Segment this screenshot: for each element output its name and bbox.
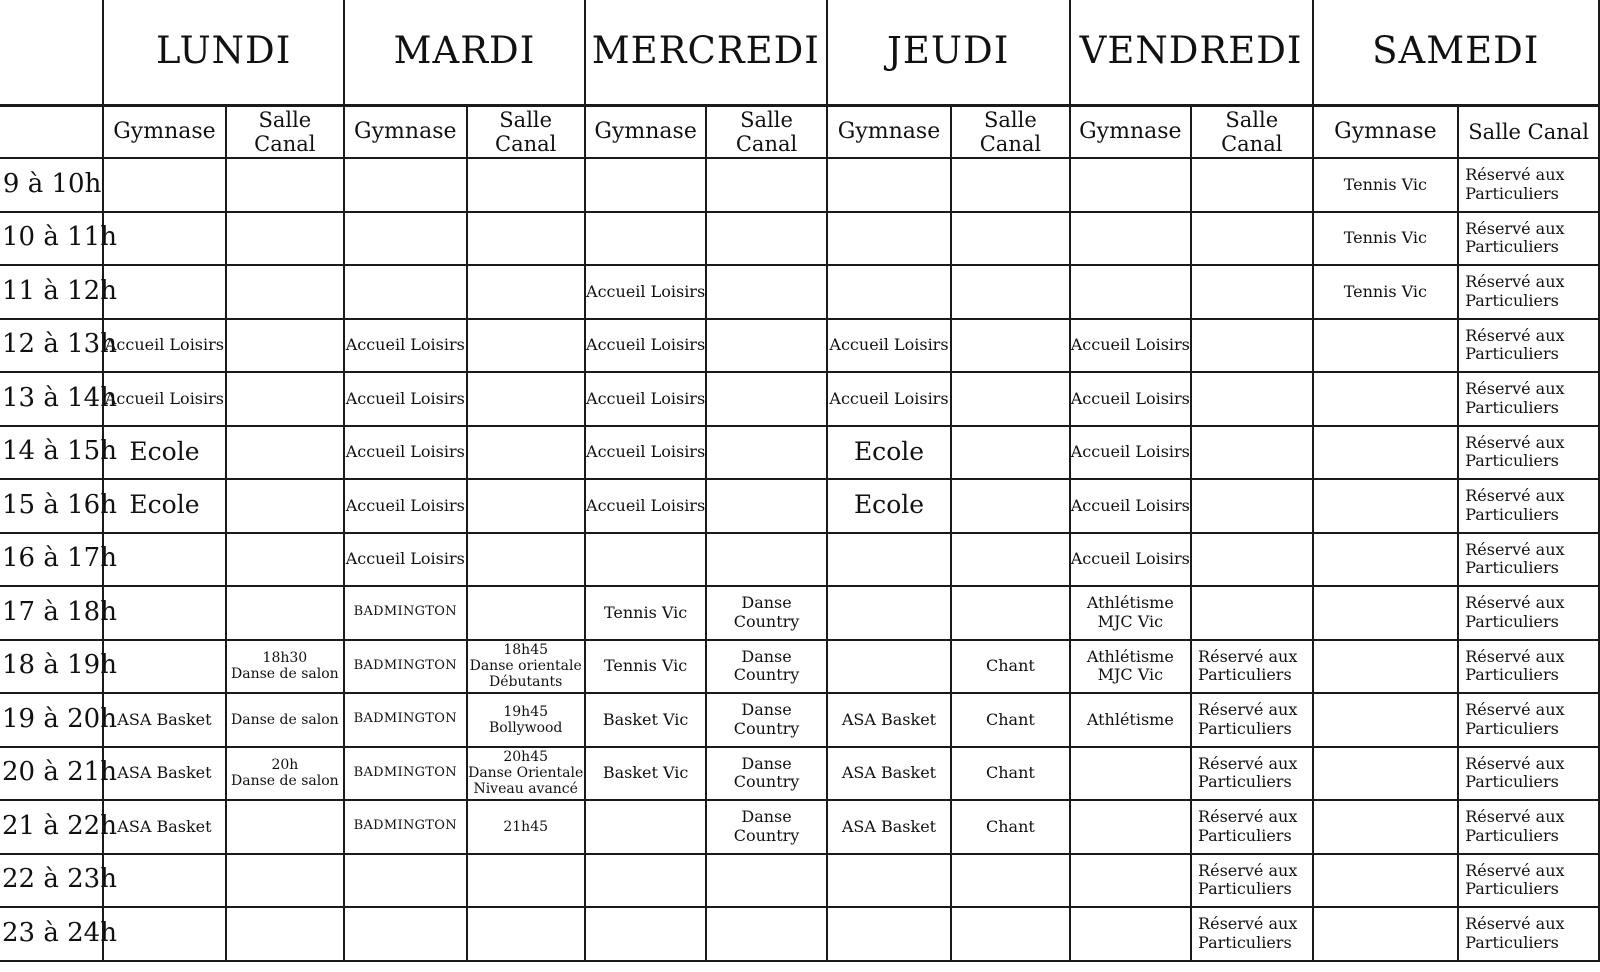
day-header-lundi: LUNDI (103, 0, 344, 105)
room-header-gymnase: Gymnase (827, 105, 951, 158)
schedule-cell-ven-gym (1070, 158, 1191, 212)
activity-line: Niveau avancé (473, 781, 578, 798)
schedule-cell-sam-gym (1313, 372, 1459, 426)
activity-line: Particuliers (1465, 879, 1559, 899)
schedule-cell-jeu-gym (827, 854, 951, 908)
schedule-cell-jeu-gym: ASA Basket (827, 800, 951, 854)
schedule-cell-sam-canal (1458, 426, 1599, 480)
activity-line: Réservé aux (1465, 807, 1565, 827)
schedule-cell-ven-canal (1191, 158, 1312, 212)
schedule-cell-mer-canal: Danse Country (706, 586, 826, 640)
schedule-cell-mer-gym (585, 212, 706, 266)
activity-line: Danse de salon (231, 666, 339, 683)
schedule-cell-ven-canal (1191, 319, 1312, 373)
time-slot-label: 11 à 12h (0, 265, 103, 319)
schedule-cell-sam-gym: Tennis Vic (1313, 212, 1459, 266)
schedule-cell-sam-gym (1313, 907, 1459, 961)
schedule-cell-mar-canal (467, 586, 585, 640)
activity-line: Réservé aux (1465, 539, 1565, 559)
schedule-cell-ven-canal (1191, 372, 1312, 426)
schedule-cell-sam-gym (1313, 640, 1459, 694)
activity-line: Danse de salon (231, 773, 339, 790)
schedule-cell-jeu-gym (827, 533, 951, 587)
schedule-cell-sam-gym (1313, 533, 1459, 587)
schedule-cell-mar-gym (344, 907, 466, 961)
activity-line: MJC Vic (1097, 665, 1164, 685)
schedule-cell-jeu-canal (951, 372, 1069, 426)
schedule-cell-jeu-canal: Chant (951, 693, 1069, 747)
room-header-salle-canal: Salle Canal (951, 105, 1069, 158)
schedule-cell-mar-gym (344, 265, 466, 319)
schedule-cell-mer-canal: Danse Country (706, 693, 826, 747)
schedule-cell-mer-gym: Tennis Vic (585, 586, 706, 640)
room-header-gymnase: Gymnase (344, 105, 466, 158)
schedule-cell-lun-gym (103, 854, 225, 908)
schedule-cell-sam-canal (1458, 265, 1599, 319)
day-header-row (0, 0, 1599, 105)
day-header-samedi: SAMEDI (1313, 0, 1600, 105)
schedule-cell-ven-gym (1070, 907, 1191, 961)
schedule-cell-mer-canal (706, 854, 826, 908)
time-slot-label: 22 à 23h (0, 854, 103, 908)
schedule-cell-ven-canal (1191, 800, 1312, 854)
schedule-cell-mer-gym (585, 533, 706, 587)
schedule-cell-sam-canal (1458, 907, 1599, 961)
schedule-cell-mar-gym (344, 854, 466, 908)
activity-line: Réservé aux (1465, 272, 1565, 292)
activity-line: Particuliers (1465, 344, 1559, 364)
schedule-cell-ven-gym (1070, 854, 1191, 908)
activity-line: Réservé aux (1465, 914, 1565, 934)
activity-line: 19h45 (503, 703, 549, 720)
schedule-cell-ven-gym (1070, 265, 1191, 319)
activity-line: Réservé aux (1198, 753, 1298, 773)
schedule-row (0, 533, 1599, 587)
time-slot-label: 10 à 11h (0, 212, 103, 266)
day-header-vendredi: VENDREDI (1070, 0, 1313, 105)
schedule-cell-lun-gym (103, 586, 225, 640)
schedule-cell-lun-gym: Accueil Loisirs (103, 372, 225, 426)
schedule-row (0, 907, 1599, 961)
schedule-row (0, 265, 1599, 319)
schedule-cell-lun-gym (103, 265, 225, 319)
activity-line: Réservé aux (1465, 218, 1565, 238)
schedule-cell-sam-gym: Tennis Vic (1313, 158, 1459, 212)
room-header-salle-canal: Salle Canal (706, 105, 826, 158)
activity-line: Particuliers (1198, 772, 1292, 792)
schedule-cell-ven-canal (1191, 212, 1312, 266)
room-header-salle-canal: Salle Canal (467, 105, 585, 158)
schedule-cell-mar-canal (467, 212, 585, 266)
schedule-cell-lun-gym (103, 212, 225, 266)
schedule-cell-jeu-gym: ASA Basket (827, 693, 951, 747)
schedule-cell-mer-canal (706, 212, 826, 266)
schedule-row (0, 212, 1599, 266)
schedule-cell-jeu-canal (951, 586, 1069, 640)
schedule-cell-sam-gym (1313, 426, 1459, 480)
activity-line: Particuliers (1198, 879, 1292, 899)
schedule-cell-mar-canal (467, 265, 585, 319)
schedule-cell-mar-gym: Accueil Loisirs (344, 426, 466, 480)
schedule-cell-jeu-canal: Chant (951, 800, 1069, 854)
time-slot-label: 21 à 22h (0, 800, 103, 854)
activity-line: Bollywood (489, 719, 563, 736)
schedule-cell-ven-canal (1191, 586, 1312, 640)
time-slot-label: 20 à 21h (0, 747, 103, 801)
schedule-cell-lun-canal (226, 479, 344, 533)
time-slot-label: 9 à 10h (0, 158, 103, 212)
schedule-cell-mer-gym: Basket Vic (585, 693, 706, 747)
schedule-cell-mer-gym: Accueil Loisirs (585, 479, 706, 533)
schedule-row (0, 479, 1599, 533)
schedule-cell-ven-canal (1191, 907, 1312, 961)
schedule-cell-lun-gym: ASA Basket (103, 800, 225, 854)
room-header-row (0, 105, 1599, 158)
activity-line: Danse Orientale (468, 765, 584, 782)
schedule-cell-mar-gym: Accueil Loisirs (344, 319, 466, 373)
time-slot-label: 14 à 15h (0, 426, 103, 480)
activity-line: Réservé aux (1465, 379, 1565, 399)
schedule-cell-lun-canal (226, 158, 344, 212)
schedule-cell-ven-canal (1191, 533, 1312, 587)
schedule-cell-jeu-canal (951, 907, 1069, 961)
schedule-cell-sam-gym (1313, 747, 1459, 801)
activity-line: Réservé aux (1198, 914, 1298, 934)
schedule-cell-sam-gym (1313, 800, 1459, 854)
activity-line: 20h45 (503, 749, 549, 766)
schedule-cell-lun-canal (226, 533, 344, 587)
activity-line: Réservé aux (1465, 165, 1565, 185)
room-header-gymnase: Gymnase (585, 105, 706, 158)
schedule-cell-mer-gym (585, 158, 706, 212)
activity-line: Particuliers (1465, 397, 1559, 417)
schedule-cell-mer-canal (706, 479, 826, 533)
schedule-cell-lun-gym (103, 533, 225, 587)
activity-line: Particuliers (1465, 932, 1559, 952)
activity-line: Particuliers (1465, 290, 1559, 310)
schedule-cell-sam-canal (1458, 479, 1599, 533)
activity-line: Particuliers (1198, 718, 1292, 738)
schedule-cell-sam-gym (1313, 854, 1459, 908)
schedule-cell-mer-canal (706, 319, 826, 373)
activity-line: Réservé aux (1465, 753, 1565, 773)
schedule-cell-lun-canal (226, 372, 344, 426)
activity-line: Réservé aux (1198, 646, 1298, 666)
schedule-cell-jeu-canal (951, 265, 1069, 319)
schedule-row (0, 372, 1599, 426)
schedule-cell-ven-gym: Accueil Loisirs (1070, 533, 1191, 587)
schedule-cell-mer-canal (706, 533, 826, 587)
schedule-cell-mar-gym: BADMINGTON (344, 586, 466, 640)
schedule-cell-mer-gym: Accueil Loisirs (585, 426, 706, 480)
time-slot-label: 17 à 18h (0, 586, 103, 640)
schedule-cell-jeu-gym (827, 265, 951, 319)
day-header-mardi: MARDI (344, 0, 585, 105)
schedule-cell-mer-canal (706, 372, 826, 426)
schedule-cell-mar-gym: BADMINGTON (344, 800, 466, 854)
activity-line: Particuliers (1465, 611, 1559, 631)
schedule-cell-mer-gym (585, 854, 706, 908)
schedule-cell-ven-gym: Accueil Loisirs (1070, 426, 1191, 480)
schedule-cell-mar-canal (467, 533, 585, 587)
schedule-cell-ven-canal (1191, 265, 1312, 319)
schedule-cell-lun-canal (226, 319, 344, 373)
schedule-cell-mar-gym: BADMINGTON (344, 747, 466, 801)
activity-line: Réservé aux (1465, 486, 1565, 506)
schedule-cell-mar-gym: Accueil Loisirs (344, 372, 466, 426)
schedule-cell-sam-canal (1458, 158, 1599, 212)
schedule-cell-lun-canal (226, 640, 344, 694)
schedule-cell-lun-canal (226, 800, 344, 854)
schedule-cell-lun-gym: Ecole (103, 479, 225, 533)
schedule-cell-ven-gym (1070, 586, 1191, 640)
schedule-cell-mer-canal (706, 907, 826, 961)
schedule-cell-mer-gym: Accueil Loisirs (585, 265, 706, 319)
schedule-cell-mar-canal (467, 854, 585, 908)
activity-line: 20h (271, 757, 299, 774)
schedule-cell-ven-gym: Accueil Loisirs (1070, 372, 1191, 426)
schedule-cell-ven-canal (1191, 693, 1312, 747)
schedule-cell-lun-canal: Danse de salon (226, 693, 344, 747)
schedule-cell-ven-gym (1070, 640, 1191, 694)
schedule-cell-mer-gym: Tennis Vic (585, 640, 706, 694)
schedule-cell-jeu-canal: Chant (951, 747, 1069, 801)
schedule-cell-sam-canal (1458, 586, 1599, 640)
schedule-cell-mar-canal (467, 479, 585, 533)
schedule-cell-lun-canal (226, 265, 344, 319)
schedule-cell-ven-gym (1070, 800, 1191, 854)
schedule-cell-mar-canal (467, 372, 585, 426)
room-header-salle-canal: Salle Canal (1458, 105, 1599, 158)
activity-line: Particuliers (1465, 504, 1559, 524)
schedule-cell-sam-gym (1313, 693, 1459, 747)
schedule-cell-lun-canal (226, 854, 344, 908)
time-slot-label: 18 à 19h (0, 640, 103, 694)
time-slot-label: 13 à 14h (0, 372, 103, 426)
schedule-cell-sam-canal (1458, 854, 1599, 908)
activity-line: Réservé aux (1465, 646, 1565, 666)
schedule-cell-jeu-canal (951, 479, 1069, 533)
schedule-cell-jeu-gym (827, 212, 951, 266)
activity-line: Réservé aux (1465, 860, 1565, 880)
schedule-row (0, 158, 1599, 212)
schedule-cell-ven-gym: Accueil Loisirs (1070, 479, 1191, 533)
activity-line: Particuliers (1465, 558, 1559, 578)
activity-line: Particuliers (1465, 825, 1559, 845)
schedule-row (0, 747, 1599, 801)
schedule-cell-lun-gym (103, 158, 225, 212)
schedule-cell-sam-canal (1458, 800, 1599, 854)
room-header-gymnase: Gymnase (1070, 105, 1191, 158)
schedule-cell-sam-canal (1458, 212, 1599, 266)
room-header-gymnase: Gymnase (103, 105, 225, 158)
time-slot-label: 16 à 17h (0, 533, 103, 587)
schedule-cell-ven-gym (1070, 747, 1191, 801)
schedule-row (0, 426, 1599, 480)
corner-sub-cell (0, 105, 103, 158)
activity-line: Débutants (489, 674, 563, 691)
activity-line: Réservé aux (1465, 593, 1565, 613)
schedule-cell-mer-canal (706, 158, 826, 212)
schedule-cell-ven-gym: Accueil Loisirs (1070, 319, 1191, 373)
schedule-cell-lun-canal (226, 907, 344, 961)
schedule-cell-mar-canal (467, 907, 585, 961)
activity-line: Athlétisme (1086, 593, 1174, 613)
schedule-body (0, 158, 1599, 961)
schedule-cell-lun-gym (103, 640, 225, 694)
activity-line: Particuliers (1198, 825, 1292, 845)
schedule-cell-mer-canal: Danse Country (706, 640, 826, 694)
schedule-cell-mer-canal (706, 265, 826, 319)
schedule-cell-sam-canal (1458, 747, 1599, 801)
schedule-cell-mer-canal (706, 426, 826, 480)
schedule-cell-lun-canal (226, 586, 344, 640)
time-slot-label: 15 à 16h (0, 479, 103, 533)
schedule-cell-lun-canal (226, 212, 344, 266)
activity-line: Particuliers (1198, 665, 1292, 685)
activity-line: Particuliers (1465, 237, 1559, 257)
schedule-cell-mar-gym: Accueil Loisirs (344, 533, 466, 587)
schedule-cell-jeu-gym (827, 586, 951, 640)
schedule-cell-mer-gym: Basket Vic (585, 747, 706, 801)
schedule-cell-jeu-canal (951, 533, 1069, 587)
time-slot-label: 12 à 13h (0, 319, 103, 373)
schedule-cell-sam-gym (1313, 319, 1459, 373)
activity-line: Particuliers (1198, 932, 1292, 952)
schedule-cell-mer-gym: Accueil Loisirs (585, 319, 706, 373)
activity-line: Particuliers (1465, 718, 1559, 738)
schedule-cell-ven-canal (1191, 640, 1312, 694)
schedule-cell-lun-gym: ASA Basket (103, 693, 225, 747)
activity-line: Particuliers (1465, 665, 1559, 685)
time-slot-label: 23 à 24h (0, 907, 103, 961)
schedule-cell-jeu-gym: Ecole (827, 479, 951, 533)
schedule-cell-jeu-gym: Accueil Loisirs (827, 319, 951, 373)
schedule-cell-lun-gym: Accueil Loisirs (103, 319, 225, 373)
schedule-cell-ven-canal (1191, 854, 1312, 908)
schedule-cell-ven-gym: Athlétisme (1070, 693, 1191, 747)
schedule-cell-sam-canal (1458, 533, 1599, 587)
room-header-salle-canal: Salle Canal (226, 105, 344, 158)
schedule-cell-lun-gym: Ecole (103, 426, 225, 480)
activity-line: Réservé aux (1465, 432, 1565, 452)
schedule-cell-sam-canal (1458, 693, 1599, 747)
activity-line: MJC Vic (1097, 611, 1164, 631)
schedule-cell-mar-canal (467, 426, 585, 480)
activity-line: Danse orientale (469, 658, 582, 675)
schedule-cell-mar-canal (467, 158, 585, 212)
schedule-cell-mar-gym (344, 212, 466, 266)
room-header-gymnase: Gymnase (1313, 105, 1459, 158)
activity-line: Particuliers (1465, 183, 1559, 203)
activity-line: Réservé aux (1465, 325, 1565, 345)
schedule-cell-mar-canal: 21h45 (467, 800, 585, 854)
schedule-cell-ven-canal (1191, 747, 1312, 801)
schedule-row (0, 854, 1599, 908)
schedule-cell-sam-canal (1458, 372, 1599, 426)
corner-cell (0, 0, 103, 105)
activity-line: Réservé aux (1198, 860, 1298, 880)
schedule-cell-mer-canal: Danse Country (706, 800, 826, 854)
activity-line: Particuliers (1465, 772, 1559, 792)
schedule-cell-jeu-canal: Chant (951, 640, 1069, 694)
activity-line: 18h30 (262, 650, 308, 667)
schedule-cell-mar-gym: BADMINGTON (344, 640, 466, 694)
activity-line: Athlétisme (1086, 646, 1174, 666)
schedule-cell-mar-canal (467, 747, 585, 801)
schedule-cell-ven-canal (1191, 479, 1312, 533)
schedule-cell-mar-gym (344, 158, 466, 212)
schedule-cell-mer-canal: Danse Country (706, 747, 826, 801)
schedule-row (0, 640, 1599, 694)
schedule-cell-mar-canal (467, 319, 585, 373)
schedule-cell-mar-gym: BADMINGTON (344, 693, 466, 747)
schedule-row (0, 586, 1599, 640)
schedule-cell-lun-canal (226, 747, 344, 801)
schedule-cell-jeu-gym (827, 640, 951, 694)
schedule-cell-mar-canal (467, 640, 585, 694)
schedule-cell-sam-gym: Tennis Vic (1313, 265, 1459, 319)
day-header-mercredi: MERCREDI (585, 0, 827, 105)
schedule-cell-mer-gym (585, 800, 706, 854)
schedule-cell-sam-gym (1313, 586, 1459, 640)
schedule-cell-mar-canal (467, 693, 585, 747)
schedule-cell-lun-gym: ASA Basket (103, 747, 225, 801)
schedule-cell-jeu-gym: ASA Basket (827, 747, 951, 801)
schedule-cell-lun-canal (226, 426, 344, 480)
activity-line: Réservé aux (1198, 807, 1298, 827)
schedule-cell-ven-gym (1070, 212, 1191, 266)
schedule-cell-mer-gym: Accueil Loisirs (585, 372, 706, 426)
schedule-cell-jeu-gym (827, 907, 951, 961)
activity-line: Réservé aux (1198, 700, 1298, 720)
schedule-cell-sam-canal (1458, 640, 1599, 694)
schedule-cell-lun-gym (103, 907, 225, 961)
activity-line: Particuliers (1465, 451, 1559, 471)
schedule-row (0, 319, 1599, 373)
schedule-row (0, 800, 1599, 854)
schedule-cell-jeu-gym (827, 158, 951, 212)
schedule-cell-mar-gym: Accueil Loisirs (344, 479, 466, 533)
activity-line: 18h45 (503, 642, 549, 659)
schedule-cell-sam-canal (1458, 319, 1599, 373)
schedule-cell-ven-canal (1191, 426, 1312, 480)
activity-line: Réservé aux (1465, 700, 1565, 720)
time-slot-label: 19 à 20h (0, 693, 103, 747)
schedule-row (0, 693, 1599, 747)
schedule-cell-jeu-gym: Ecole (827, 426, 951, 480)
schedule-cell-jeu-gym: Accueil Loisirs (827, 372, 951, 426)
schedule-cell-jeu-canal (951, 426, 1069, 480)
day-header-jeudi: JEUDI (827, 0, 1070, 105)
schedule-cell-jeu-canal (951, 319, 1069, 373)
schedule-cell-mer-gym (585, 907, 706, 961)
room-header-salle-canal: Salle Canal (1191, 105, 1312, 158)
schedule-cell-jeu-canal (951, 854, 1069, 908)
schedule-cell-sam-gym (1313, 479, 1459, 533)
schedule-cell-jeu-canal (951, 158, 1069, 212)
schedule-cell-jeu-canal (951, 212, 1069, 266)
